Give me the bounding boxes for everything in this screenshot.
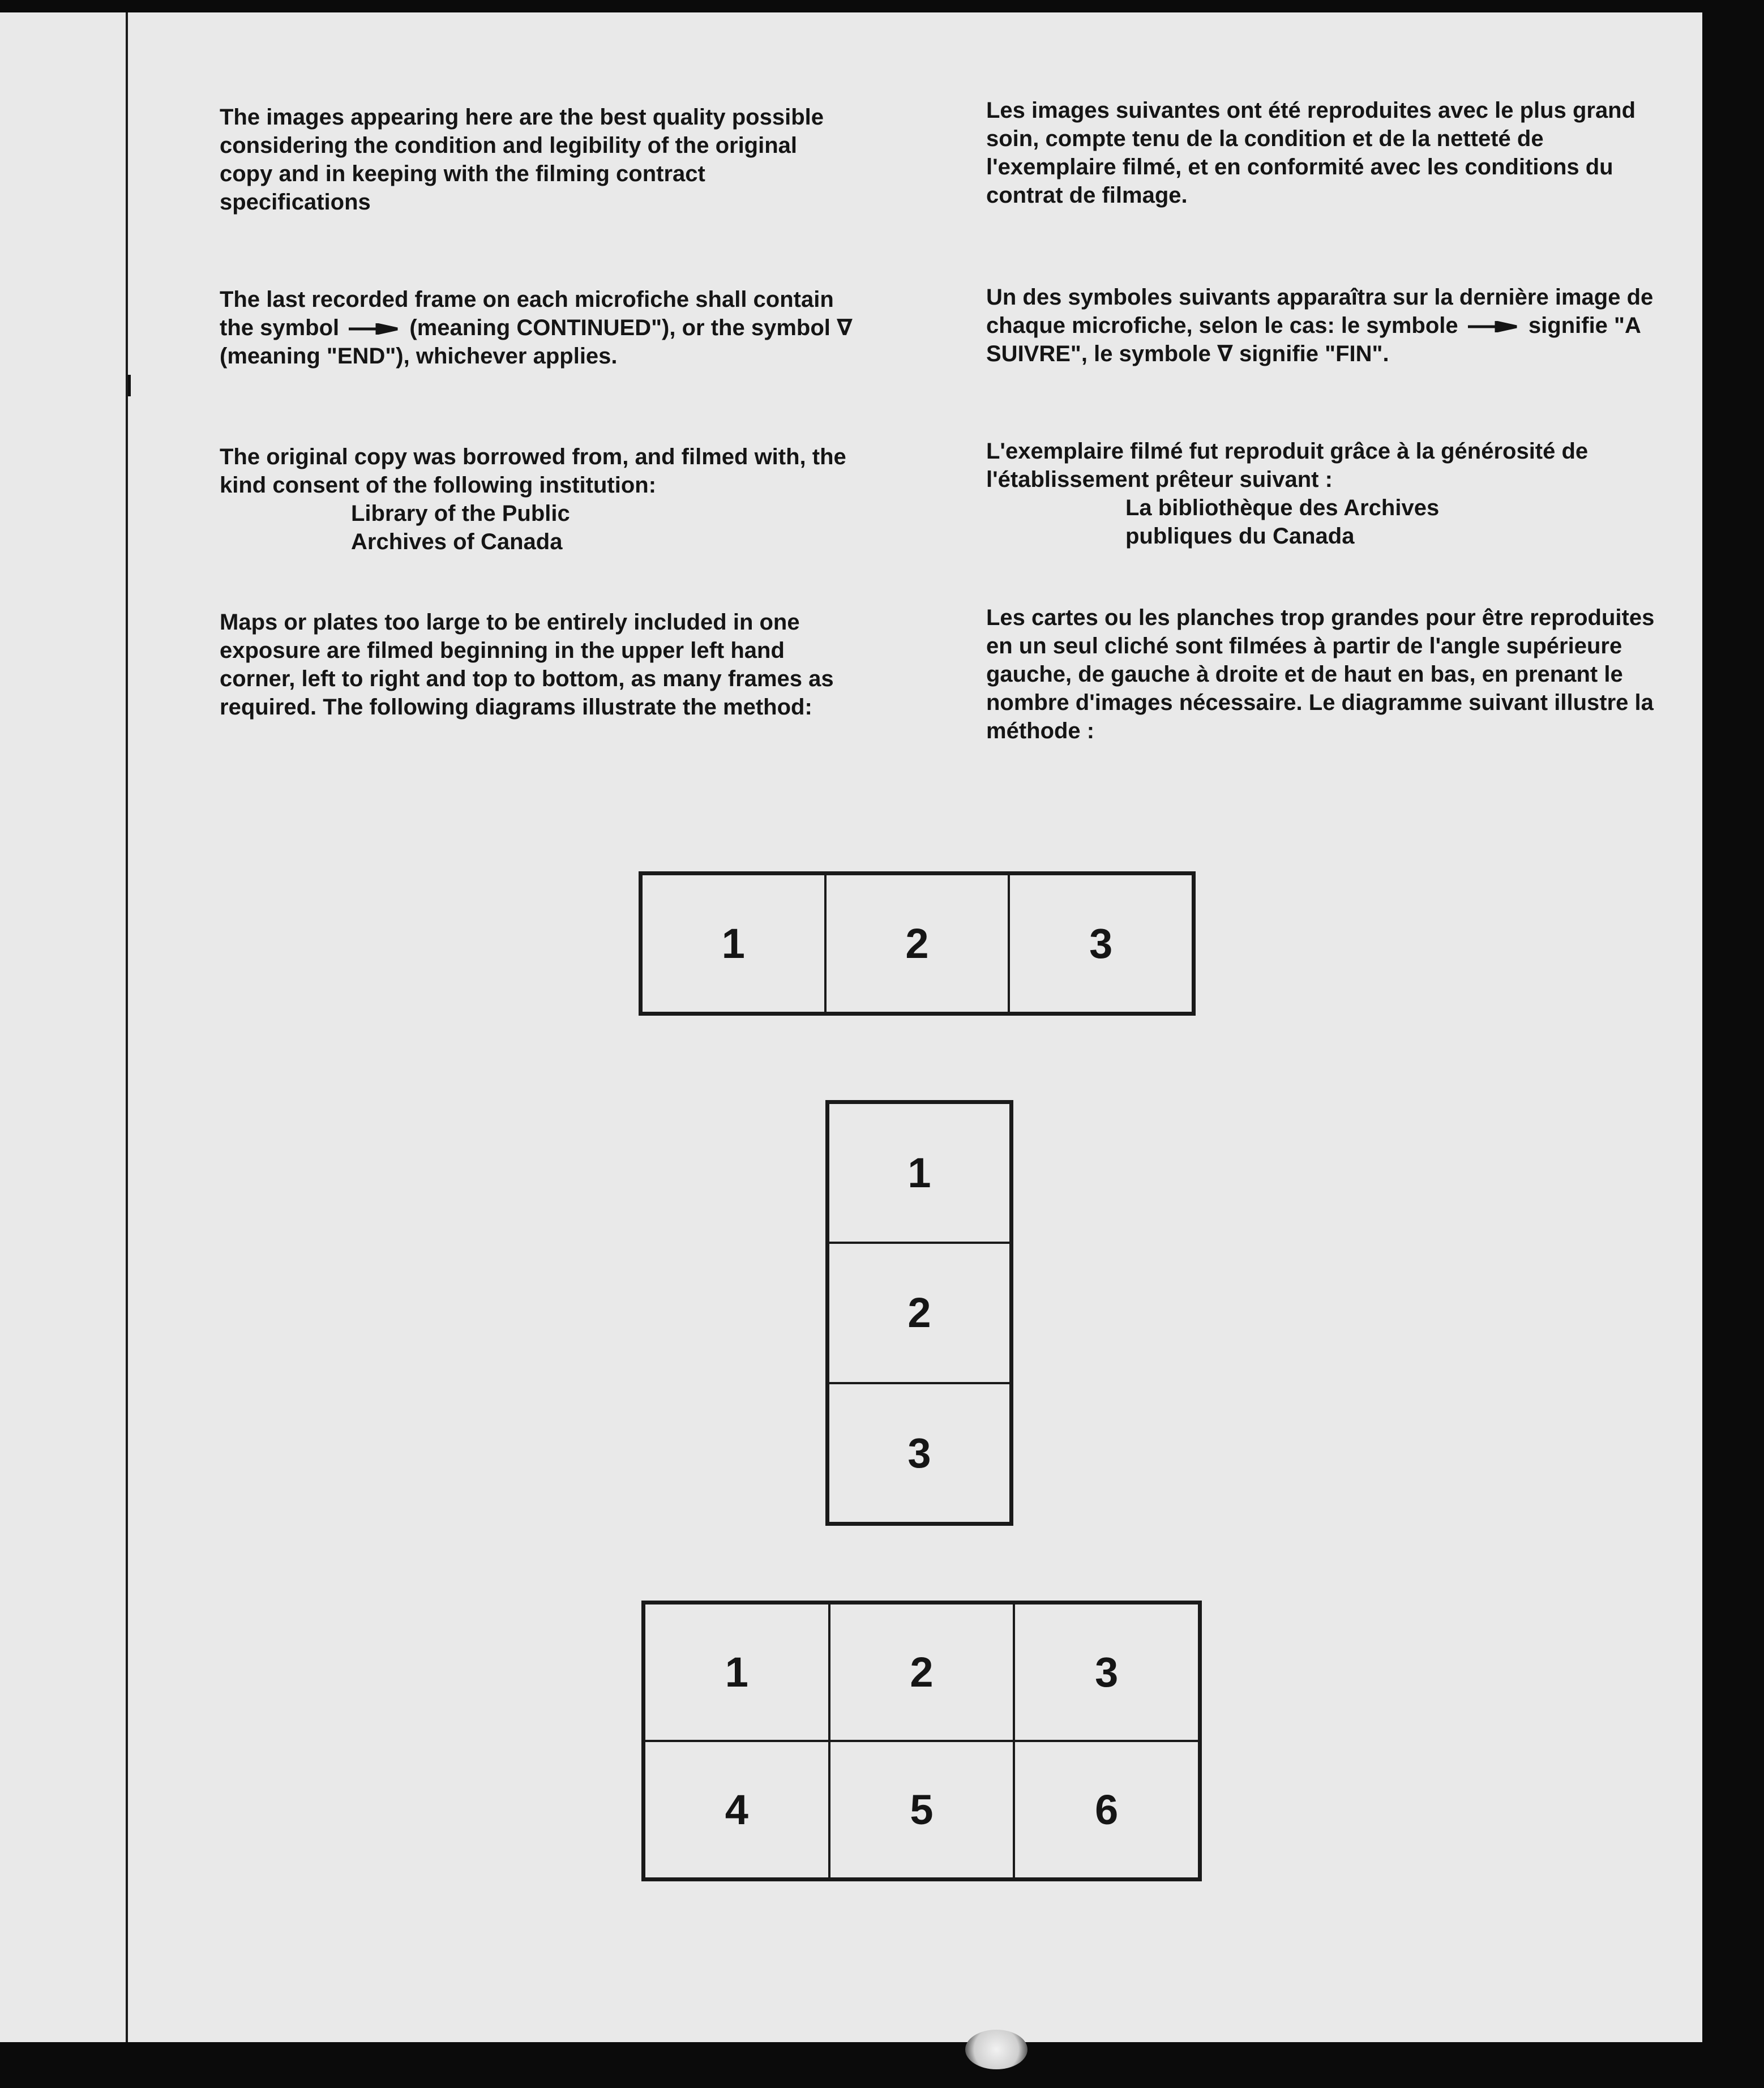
english-paragraph-maps: Maps or plates too large to be entirely included in one exposure are filmed beginning in the upper left hand corner, left to right and top to bottom, as many frames as required. The following diagrams illustrate the method: [220,610,834,720]
diagram-cell: 2 [828,1243,1011,1383]
english-paragraph-quality: The images appearing here are the best quality possible considering the condition and legibility of the original copy and in keeping with the filming contract specifications [220,105,824,215]
diagram-cell: 3 [1014,1603,1199,1741]
film-blemish [965,2030,1027,2069]
english-paragraph-symbols [220,285,854,370]
english-institution-name-line2: Archives of Canada [351,529,563,554]
diagram-cell: 3 [1009,874,1193,1013]
english-symbols-text-b: (meaning CONTINUED"), or the symbol [409,315,830,340]
french-paragraph-quality: Les images suivantes ont été reproduites avec le plus grand soin, compte tenu de la condition et de la netteté de l'exemplaire filmé, et en conformité avec les conditions du contrat de filmage. [986,98,1636,208]
margin-tick-mark [128,375,131,396]
end-triangle-icon: ∇ [837,315,853,340]
end-triangle-icon: ∇ [1217,341,1233,366]
french-paragraph-symbols [986,283,1665,368]
diagram-cell: 2 [825,874,1009,1013]
french-institution-name-line1: La bibliothèque des Archives [1125,495,1440,520]
margin-rule [126,12,128,2042]
french-paragraph-institution [986,437,1665,550]
french-symbols-text-b: signifie "A SUIVRE", le symbole [986,313,1641,366]
french-symbols-text-a: Un des symboles suivants apparaîtra sur la dernière image de chaque microfiche, selon le cas: le symbole [986,285,1654,338]
french-institution-intro: L'exemplaire filmé fut reproduit grâce à la générosité de l'établissement prêteur suivant : [986,439,1589,492]
english-institution-name-line1: Library of the Public [351,501,570,526]
diagram-cell: 1 [641,874,825,1013]
english-paragraph-institution [220,443,854,556]
continued-arrow-icon [349,323,400,335]
diagram-cell: 5 [829,1741,1014,1879]
english-institution-intro: The original copy was borrowed from, and filmed with, the kind consent of the following institution: [220,444,846,498]
english-symbols-text-a: The last recorded frame on each microfiche shall contain the symbol [220,287,834,340]
english-symbols-text-c: (meaning "END"), whichever applies. [220,344,618,369]
french-institution-name-line2: publiques du Canada [1125,524,1355,549]
diagram-single-column [825,1100,1013,1526]
continued-arrow-icon [1468,321,1519,332]
diagram-cell: 1 [644,1603,829,1741]
diagram-single-row [639,871,1196,1016]
diagram-cell: 3 [828,1383,1011,1523]
diagram-cell: 6 [1014,1741,1199,1879]
french-paragraph-maps: Les cartes ou les planches trop grandes pour être reproduites en un seul cliché sont filmées à partir de l'angle supérieure gauche, de gauche à droite et de haut en bas, en prenant le nombre d'images nécessaire. Le diagramme suivant illustre la méthode : [986,605,1655,743]
diagram-cell: 4 [644,1741,829,1879]
diagram-cell: 1 [828,1103,1011,1243]
diagram-grid-two-rows [641,1601,1202,1881]
french-symbols-text-c: signifie "FIN". [1239,341,1389,366]
diagram-cell: 2 [829,1603,1014,1741]
